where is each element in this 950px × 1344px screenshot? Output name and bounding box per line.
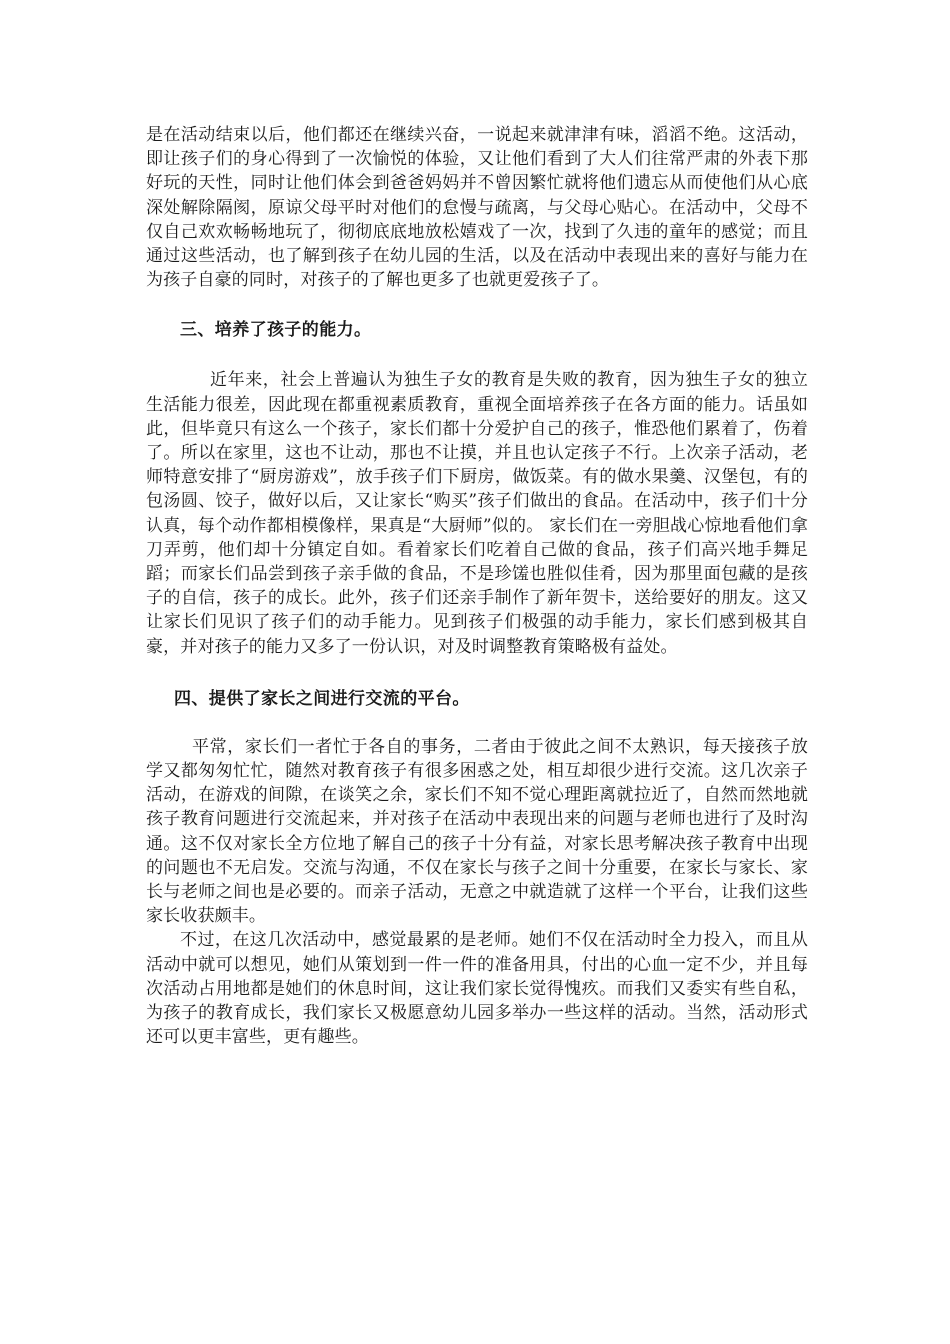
paragraph-section-3: 近年来，社会上普遍认为独生子女的教育是失败的教育，因为独生子女的独立生活能力很差，因此现在都重视素质教育，重视全面培养孩子在各方面的能力。话虽如此，但毕竟只有这么一个孩子，家长们都十分爱护自己的孩子，惟恐他们累着了，伤着了。所以在家里，这也不让动，那也不让摸，并且也认定孩子不行。上次亲子活动，老师特意安排了“厨房游戏”，放手孩子们下厨房，做饭菜。有的做水果羹、汉堡包，有的包汤圆、饺子，做好以后，又让家长“购买”孩子们做出的食品。在活动中，孩子们十分认真，每个动作都相模像样，果真是“大厨师”似的。 家长们在一旁胆战心惊地看他们拿刀弄剪，他们却十分镇定自如。看着家长们吃着自己做的食品，孩子们高兴地手舞足蹈；而家长们品尝到孩子亲手做的食品，不是珍馐也胜似佳肴，因为那里面包藏的是孩子的自信，孩子的成长。此外，孩子们还亲手制作了新年贺卡，送给要好的朋友。这又让家长们见识了孩子们的动手能力。见到孩子们极强的动手能力，家长们感到极其自豪，并对孩子的能力又多了一份认识，对及时调整教育策略极有益处。 [146, 370, 808, 657]
section-heading-3: 三、培养了孩子的能力。 [180, 320, 372, 341]
paragraph-closing: 不过，在这几次活动中，感觉最累的是老师。她们不仅在活动时全力投入，而且从活动中就可以想见，她们从策划到一件一件的准备用具，付出的心血一定不少，并且每次活动占用地都是她们的休息时间，这让我们家长觉得愧疚。而我们又委实有些自私，为孩子的教育成长，我们家长又极愿意幼儿园多举办一些这样的活动。当然，活动形式还可以更丰富些，更有趣些。 [146, 930, 808, 1048]
document-body [146, 123, 808, 1050]
paragraph-intro-continued: 是在活动结束以后，他们都还在继续兴奋，一说起来就津津有味，滔滔不绝。这活动，即让孩子们的身心得到了一次愉悦的体验，又让他们看到了大人们往常严肃的外表下那好玩的天性，同时让他们体会到爸爸妈妈并不曾因繁忙就将他们遗忘从而使他们从心底深处解除隔阂，原谅父母平时对他们的怠慢与疏离，与父母心贴心。在活动中，父母不仅自己欢欢畅畅地玩了，彻彻底底地放松嬉戏了一次，找到了久违的童年的感觉；而且通过这些活动，也了解到孩子在幼儿园的生活，以及在活动中表现出来的喜好与能力在为孩子自豪的同时，对孩子的了解也更多了也就更爱孩子了。 [146, 125, 808, 291]
section-heading-4: 四、提供了家长之间进行交流的平台。 [174, 688, 470, 709]
paragraph-section-4: 平常，家长们一者忙于各自的事务，二者由于彼此之间不太熟识，每天接孩子放学又都匆匆忙忙，随然对教育孩子有很多困惑之处，相互却很少进行交流。这几次亲子活动，在游戏的间隙，在谈笑之余，家长们不知不觉心理距离就拉近了，自然而然地就孩子教育问题进行交流起来，并对孩子在活动中表现出来的问题与老师也进行了及时沟通。这不仅对家长全方位地了解自己的孩子十分有益，对家长思考解决孩子教育中出现的问题也不无启发。交流与沟通，不仅在家长与孩子之间十分重要，在家长与家长、家长与老师之间也是必要的。而亲子活动，无意之中就造就了这样一个平台，让我们这些家长收获颇丰。 [146, 736, 808, 927]
